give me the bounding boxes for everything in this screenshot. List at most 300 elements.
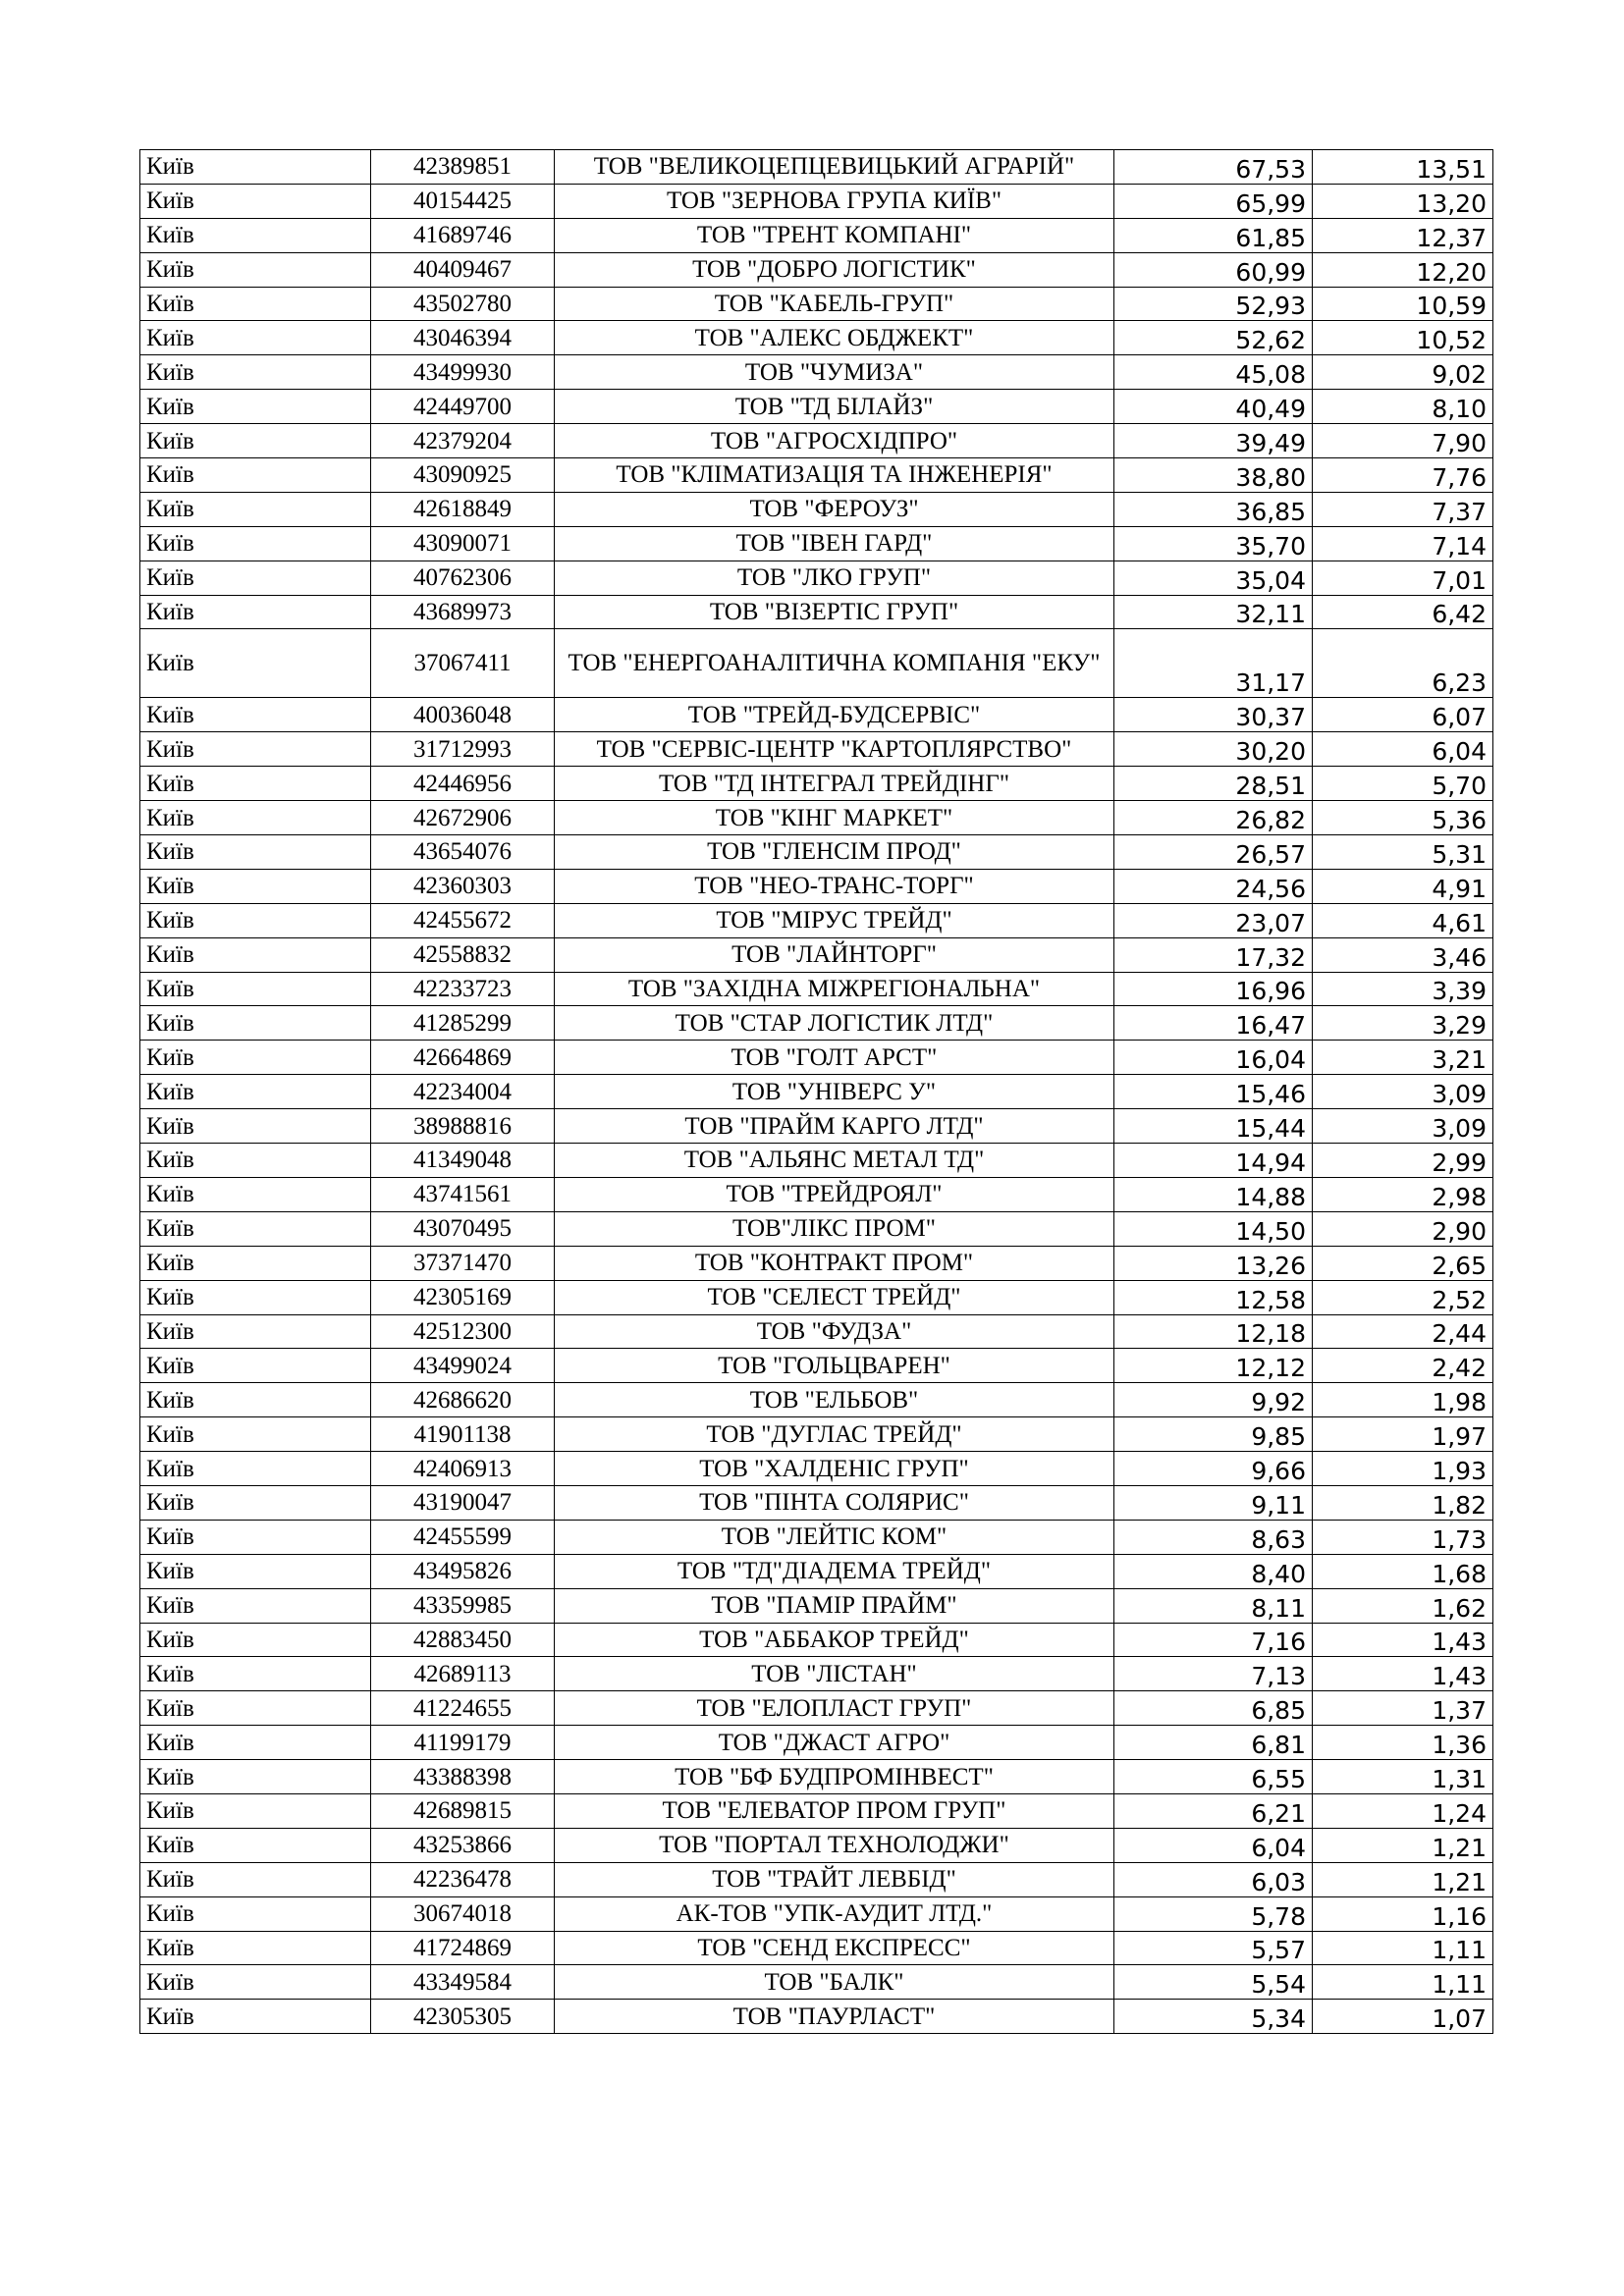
company-name-cell: ТОВ "ГОЛЬЦВАРЕН" (555, 1349, 1114, 1383)
amount-cell: 5,34 (1114, 2000, 1313, 2034)
company-code-cell: 41724869 (371, 1931, 555, 1965)
company-code-cell: 42455599 (371, 1520, 555, 1554)
amount-cell: 9,85 (1114, 1417, 1313, 1452)
company-name-cell: ТОВ "УНІВЕРС У" (555, 1075, 1114, 1109)
company-code-cell: 30674018 (371, 1896, 555, 1931)
share-cell: 1,97 (1313, 1417, 1493, 1452)
company-name-cell: ТОВ "ЕЛОПЛАСТ ГРУП" (555, 1691, 1114, 1726)
city-cell: Київ (140, 1931, 371, 1965)
company-name-cell: ТОВ "ТРЕЙДРОЯЛ" (555, 1177, 1114, 1211)
city-cell: Київ (140, 1862, 371, 1896)
city-cell: Київ (140, 1452, 371, 1486)
company-name-cell: ТОВ "ЕЛЕВАТОР ПРОМ ГРУП" (555, 1793, 1114, 1828)
city-cell: Київ (140, 732, 371, 767)
city-cell: Київ (140, 355, 371, 390)
table-row (140, 869, 1493, 903)
city-cell: Київ (140, 903, 371, 937)
table-row (140, 1485, 1493, 1520)
city-cell: Київ (140, 1554, 371, 1588)
table-row (140, 287, 1493, 321)
company-code-cell: 43502780 (371, 287, 555, 321)
amount-cell: 8,40 (1114, 1554, 1313, 1588)
company-name-cell: ТОВ "АЛЬЯНС МЕТАЛ ТД" (555, 1144, 1114, 1178)
company-code-cell: 31712993 (371, 732, 555, 767)
company-name-cell: АК-ТОВ "УПК-АУДИТ ЛТД." (555, 1896, 1114, 1931)
company-code-cell: 43388398 (371, 1760, 555, 1794)
company-name-cell: ТОВ "ДОБРО ЛОГІСТИК" (555, 252, 1114, 287)
company-name-cell: ТОВ "КАБЕЛЬ-ГРУП" (555, 287, 1114, 321)
company-name-cell: ТОВ "СТАР ЛОГІСТИК ЛТД" (555, 1006, 1114, 1041)
city-cell: Київ (140, 526, 371, 561)
city-cell: Київ (140, 321, 371, 355)
share-cell: 5,31 (1313, 835, 1493, 870)
table-row (140, 2000, 1493, 2034)
table-row (140, 595, 1493, 629)
share-cell: 7,14 (1313, 526, 1493, 561)
share-cell: 1,24 (1313, 1793, 1493, 1828)
company-code-cell: 42689113 (371, 1657, 555, 1691)
company-code-cell: 41689746 (371, 218, 555, 252)
amount-cell: 9,11 (1114, 1485, 1313, 1520)
company-code-cell: 43253866 (371, 1828, 555, 1862)
company-code-cell: 42236478 (371, 1862, 555, 1896)
table-row (140, 252, 1493, 287)
company-code-cell: 42234004 (371, 1075, 555, 1109)
table-row (140, 1896, 1493, 1931)
city-cell: Київ (140, 2000, 371, 2034)
company-name-cell: ТОВ "ТД БІЛАЙЗ" (555, 390, 1114, 424)
company-name-cell: ТОВ "СЕРВІС-ЦЕНТР "КАРТОПЛЯРСТВО" (555, 732, 1114, 767)
amount-cell: 15,44 (1114, 1109, 1313, 1144)
amount-cell: 8,63 (1114, 1520, 1313, 1554)
table-row (140, 1691, 1493, 1726)
amount-cell: 9,66 (1114, 1452, 1313, 1486)
company-code-cell: 41285299 (371, 1006, 555, 1041)
company-name-cell: ТОВ "ТРЕЙД-БУДСЕРВІС" (555, 698, 1114, 732)
amount-cell: 7,16 (1114, 1623, 1313, 1657)
table-row (140, 424, 1493, 458)
city-cell: Київ (140, 767, 371, 801)
city-cell: Київ (140, 218, 371, 252)
share-cell: 6,07 (1313, 698, 1493, 732)
table-row (140, 1623, 1493, 1657)
company-code-cell: 41901138 (371, 1417, 555, 1452)
company-name-cell: ТОВ "КІНГ МАРКЕТ" (555, 801, 1114, 835)
city-cell: Київ (140, 1657, 371, 1691)
table-row (140, 1383, 1493, 1417)
city-cell: Київ (140, 1041, 371, 1075)
city-cell: Київ (140, 252, 371, 287)
share-cell: 6,42 (1313, 595, 1493, 629)
company-code-cell: 43499930 (371, 355, 555, 390)
city-cell: Київ (140, 835, 371, 870)
table-row (140, 390, 1493, 424)
company-code-cell: 37371470 (371, 1246, 555, 1280)
city-cell: Київ (140, 1314, 371, 1349)
share-cell: 1,82 (1313, 1485, 1493, 1520)
company-code-cell: 43495826 (371, 1554, 555, 1588)
company-name-cell: ТОВ "ФУДЗА" (555, 1314, 1114, 1349)
share-cell: 13,20 (1313, 184, 1493, 218)
share-cell: 12,37 (1313, 218, 1493, 252)
city-cell: Київ (140, 1006, 371, 1041)
company-code-cell: 43046394 (371, 321, 555, 355)
amount-cell: 26,57 (1114, 835, 1313, 870)
company-name-cell: ТОВ "АГРОСХІДПРО" (555, 424, 1114, 458)
company-code-cell: 42455672 (371, 903, 555, 937)
company-code-cell: 40154425 (371, 184, 555, 218)
company-code-cell: 42446956 (371, 767, 555, 801)
city-cell: Київ (140, 1520, 371, 1554)
amount-cell: 16,47 (1114, 1006, 1313, 1041)
table-row (140, 1075, 1493, 1109)
city-cell: Київ (140, 937, 371, 972)
company-name-cell: ТОВ "ЕНЕРГОАНАЛІТИЧНА КОМПАНІЯ "ЕКУ" (555, 629, 1114, 698)
city-cell: Київ (140, 1760, 371, 1794)
share-cell: 1,68 (1313, 1554, 1493, 1588)
amount-cell: 26,82 (1114, 801, 1313, 835)
company-name-cell: ТОВ "ЛКО ГРУП" (555, 561, 1114, 595)
share-cell: 3,09 (1313, 1075, 1493, 1109)
amount-cell: 30,20 (1114, 732, 1313, 767)
company-code-cell: 43070495 (371, 1211, 555, 1246)
amount-cell: 35,70 (1114, 526, 1313, 561)
city-cell: Київ (140, 1280, 371, 1314)
company-name-cell: ТОВ "ПРАЙМ КАРГО ЛТД" (555, 1109, 1114, 1144)
table-row (140, 835, 1493, 870)
company-name-cell: ТОВ "ГОЛТ АРСТ" (555, 1041, 1114, 1075)
city-cell: Київ (140, 184, 371, 218)
share-cell: 2,98 (1313, 1177, 1493, 1211)
table-row (140, 150, 1493, 185)
company-name-cell: ТОВ "ВЕЛИКОЦЕПЦЕВИЦЬКИЙ АГРАРІЙ" (555, 150, 1114, 185)
amount-cell: 5,78 (1114, 1896, 1313, 1931)
amount-cell: 6,04 (1114, 1828, 1313, 1862)
table-row (140, 1965, 1493, 2000)
company-name-cell: ТОВ "ЗАХІДНА МІЖРЕГІОНАЛЬНА" (555, 972, 1114, 1006)
city-cell: Київ (140, 1177, 371, 1211)
table-row (140, 1109, 1493, 1144)
city-cell: Київ (140, 424, 371, 458)
table-row (140, 1862, 1493, 1896)
table-row (140, 698, 1493, 732)
city-cell: Київ (140, 390, 371, 424)
city-cell: Київ (140, 1075, 371, 1109)
table-row (140, 1211, 1493, 1246)
company-code-cell: 41349048 (371, 1144, 555, 1178)
company-name-cell: ТОВ "ТД ІНТЕГРАЛ ТРЕЙДІНГ" (555, 767, 1114, 801)
amount-cell: 7,13 (1114, 1657, 1313, 1691)
company-name-cell: ТОВ "ЧУМИЗА" (555, 355, 1114, 390)
company-code-cell: 42305305 (371, 2000, 555, 2034)
share-cell: 4,61 (1313, 903, 1493, 937)
amount-cell: 6,81 (1114, 1726, 1313, 1760)
companies-table (139, 149, 1493, 2034)
table-row (140, 492, 1493, 526)
share-cell: 3,46 (1313, 937, 1493, 972)
company-code-cell: 43689973 (371, 595, 555, 629)
table-row (140, 218, 1493, 252)
amount-cell: 36,85 (1114, 492, 1313, 526)
city-cell: Київ (140, 698, 371, 732)
company-name-cell: ТОВ "ПАМІР ПРАЙМ" (555, 1588, 1114, 1623)
share-cell: 5,36 (1313, 801, 1493, 835)
table-row (140, 184, 1493, 218)
company-name-cell: ТОВ "ДЖАСТ АГРО" (555, 1726, 1114, 1760)
amount-cell: 12,18 (1114, 1314, 1313, 1349)
company-name-cell: ТОВ "МІРУС ТРЕЙД" (555, 903, 1114, 937)
table-row (140, 937, 1493, 972)
table-row (140, 526, 1493, 561)
amount-cell: 28,51 (1114, 767, 1313, 801)
company-name-cell: ТОВ "ЛАЙНТОРГ" (555, 937, 1114, 972)
share-cell: 2,90 (1313, 1211, 1493, 1246)
share-cell: 13,51 (1313, 150, 1493, 185)
amount-cell: 35,04 (1114, 561, 1313, 595)
table-row (140, 561, 1493, 595)
company-name-cell: ТОВ "БФ БУДПРОМІНВЕСТ" (555, 1760, 1114, 1794)
table-row (140, 1144, 1493, 1178)
company-code-cell: 42449700 (371, 390, 555, 424)
share-cell: 3,39 (1313, 972, 1493, 1006)
amount-cell: 6,85 (1114, 1691, 1313, 1726)
company-name-cell: ТОВ "ВІЗЕРТІС ГРУП" (555, 595, 1114, 629)
city-cell: Київ (140, 1109, 371, 1144)
company-name-cell: ТОВ "НЕО-ТРАНС-ТОРГ" (555, 869, 1114, 903)
amount-cell: 61,85 (1114, 218, 1313, 252)
city-cell: Київ (140, 972, 371, 1006)
share-cell: 1,36 (1313, 1726, 1493, 1760)
city-cell: Київ (140, 1793, 371, 1828)
amount-cell: 14,94 (1114, 1144, 1313, 1178)
amount-cell: 9,92 (1114, 1383, 1313, 1417)
company-code-cell: 42360303 (371, 869, 555, 903)
amount-cell: 8,11 (1114, 1588, 1313, 1623)
share-cell: 3,21 (1313, 1041, 1493, 1075)
company-name-cell: ТОВ "ПАУРЛАСТ" (555, 2000, 1114, 2034)
company-code-cell: 38988816 (371, 1109, 555, 1144)
city-cell: Київ (140, 1211, 371, 1246)
company-code-cell: 42618849 (371, 492, 555, 526)
share-cell: 1,11 (1313, 1931, 1493, 1965)
table-row (140, 1554, 1493, 1588)
company-code-cell: 41199179 (371, 1726, 555, 1760)
share-cell: 1,43 (1313, 1623, 1493, 1657)
table-row (140, 972, 1493, 1006)
company-code-cell: 43190047 (371, 1485, 555, 1520)
amount-cell: 5,54 (1114, 1965, 1313, 2000)
table-body (140, 150, 1493, 2034)
company-code-cell: 43349584 (371, 1965, 555, 2000)
share-cell: 7,37 (1313, 492, 1493, 526)
amount-cell: 12,12 (1114, 1349, 1313, 1383)
amount-cell: 15,46 (1114, 1075, 1313, 1109)
city-cell: Київ (140, 287, 371, 321)
share-cell: 1,07 (1313, 2000, 1493, 2034)
company-name-cell: ТОВ "ГЛЕНСІМ ПРОД" (555, 835, 1114, 870)
table-row (140, 1246, 1493, 1280)
amount-cell: 6,03 (1114, 1862, 1313, 1896)
company-name-cell: ТОВ "ФЕРОУЗ" (555, 492, 1114, 526)
table-row (140, 732, 1493, 767)
company-name-cell: ТОВ "ЗЕРНОВА ГРУПА КИЇВ" (555, 184, 1114, 218)
company-name-cell: ТОВ "ХАЛДЕНІС ГРУП" (555, 1452, 1114, 1486)
table-row (140, 1520, 1493, 1554)
company-name-cell: ТОВ "ТРЕНТ КОМПАНІ" (555, 218, 1114, 252)
share-cell: 1,93 (1313, 1452, 1493, 1486)
amount-cell: 31,17 (1114, 629, 1313, 698)
company-code-cell: 42379204 (371, 424, 555, 458)
share-cell: 4,91 (1313, 869, 1493, 903)
table-row (140, 1417, 1493, 1452)
table-row (140, 767, 1493, 801)
share-cell: 1,11 (1313, 1965, 1493, 2000)
company-code-cell: 43741561 (371, 1177, 555, 1211)
city-cell: Київ (140, 1623, 371, 1657)
company-name-cell: ТОВ "АББАКОР ТРЕЙД" (555, 1623, 1114, 1657)
amount-cell: 14,88 (1114, 1177, 1313, 1211)
city-cell: Київ (140, 595, 371, 629)
company-name-cell: ТОВ "АЛЕКС ОБДЖЕКТ" (555, 321, 1114, 355)
share-cell: 10,52 (1313, 321, 1493, 355)
table-row (140, 1177, 1493, 1211)
table-row (140, 1006, 1493, 1041)
table-row (140, 1041, 1493, 1075)
share-cell: 1,98 (1313, 1383, 1493, 1417)
amount-cell: 65,99 (1114, 184, 1313, 218)
amount-cell: 38,80 (1114, 458, 1313, 493)
company-name-cell: ТОВ "КЛІМАТИЗАЦІЯ ТА ІНЖЕНЕРІЯ" (555, 458, 1114, 493)
city-cell: Київ (140, 150, 371, 185)
company-name-cell: ТОВ "ЕЛЬБОВ" (555, 1383, 1114, 1417)
share-cell: 1,62 (1313, 1588, 1493, 1623)
company-name-cell: ТОВ "ЛЕЙТІС КОМ" (555, 1520, 1114, 1554)
share-cell: 2,44 (1313, 1314, 1493, 1349)
company-code-cell: 42686620 (371, 1383, 555, 1417)
amount-cell: 13,26 (1114, 1246, 1313, 1280)
share-cell: 2,52 (1313, 1280, 1493, 1314)
company-code-cell: 42664869 (371, 1041, 555, 1075)
table-row (140, 1793, 1493, 1828)
amount-cell: 45,08 (1114, 355, 1313, 390)
company-name-cell: ТОВ"ЛІКС ПРОМ" (555, 1211, 1114, 1246)
company-code-cell: 43499024 (371, 1349, 555, 1383)
city-cell: Київ (140, 1726, 371, 1760)
amount-cell: 40,49 (1114, 390, 1313, 424)
table-row (140, 1314, 1493, 1349)
amount-cell: 30,37 (1114, 698, 1313, 732)
city-cell: Київ (140, 458, 371, 493)
amount-cell: 17,32 (1114, 937, 1313, 972)
share-cell: 5,70 (1313, 767, 1493, 801)
share-cell: 2,65 (1313, 1246, 1493, 1280)
amount-cell: 60,99 (1114, 252, 1313, 287)
company-code-cell: 43359985 (371, 1588, 555, 1623)
company-name-cell: ТОВ "ІВЕН ГАРД" (555, 526, 1114, 561)
company-name-cell: ТОВ "ДУГЛАС ТРЕЙД" (555, 1417, 1114, 1452)
share-cell: 7,01 (1313, 561, 1493, 595)
share-cell: 3,29 (1313, 1006, 1493, 1041)
table-row (140, 1828, 1493, 1862)
company-code-cell: 43090925 (371, 458, 555, 493)
company-name-cell: ТОВ "СЕНД ЕКСПРЕСС" (555, 1931, 1114, 1965)
share-cell: 1,21 (1313, 1862, 1493, 1896)
amount-cell: 52,93 (1114, 287, 1313, 321)
company-name-cell: ТОВ "ПОРТАЛ ТЕХНОЛОДЖИ" (555, 1828, 1114, 1862)
table-row (140, 1657, 1493, 1691)
share-cell: 1,43 (1313, 1657, 1493, 1691)
city-cell: Київ (140, 561, 371, 595)
share-cell: 3,09 (1313, 1109, 1493, 1144)
company-name-cell: ТОВ "СЕЛЕСТ ТРЕЙД" (555, 1280, 1114, 1314)
city-cell: Київ (140, 1417, 371, 1452)
table-row (140, 1931, 1493, 1965)
city-cell: Київ (140, 869, 371, 903)
company-code-cell: 42389851 (371, 150, 555, 185)
company-code-cell: 40409467 (371, 252, 555, 287)
city-cell: Київ (140, 1828, 371, 1862)
city-cell: Київ (140, 1383, 371, 1417)
table-row (140, 629, 1493, 698)
table-row (140, 1280, 1493, 1314)
company-code-cell: 42233723 (371, 972, 555, 1006)
company-code-cell: 37067411 (371, 629, 555, 698)
city-cell: Київ (140, 1965, 371, 2000)
company-name-cell: ТОВ "ПІНТА СОЛЯРИС" (555, 1485, 1114, 1520)
amount-cell: 24,56 (1114, 869, 1313, 903)
company-code-cell: 42406913 (371, 1452, 555, 1486)
share-cell: 6,04 (1313, 732, 1493, 767)
share-cell: 1,31 (1313, 1760, 1493, 1794)
company-name-cell: ТОВ "КОНТРАКТ ПРОМ" (555, 1246, 1114, 1280)
table-row (140, 1452, 1493, 1486)
company-name-cell: ТОВ "ЛІСТАН" (555, 1657, 1114, 1691)
table-row (140, 801, 1493, 835)
table-row (140, 321, 1493, 355)
share-cell: 10,59 (1313, 287, 1493, 321)
amount-cell: 5,57 (1114, 1931, 1313, 1965)
city-cell: Київ (140, 492, 371, 526)
table-row (140, 903, 1493, 937)
table-row (140, 1349, 1493, 1383)
company-code-cell: 42672906 (371, 801, 555, 835)
city-cell: Київ (140, 801, 371, 835)
amount-cell: 16,96 (1114, 972, 1313, 1006)
company-name-cell: ТОВ "БАЛК" (555, 1965, 1114, 2000)
share-cell: 1,73 (1313, 1520, 1493, 1554)
amount-cell: 16,04 (1114, 1041, 1313, 1075)
city-cell: Київ (140, 1588, 371, 1623)
share-cell: 2,99 (1313, 1144, 1493, 1178)
company-code-cell: 40036048 (371, 698, 555, 732)
table-row (140, 458, 1493, 493)
company-code-cell: 42305169 (371, 1280, 555, 1314)
company-name-cell: ТОВ "ТРАЙТ ЛЕВБІД" (555, 1862, 1114, 1896)
city-cell: Київ (140, 1144, 371, 1178)
amount-cell: 67,53 (1114, 150, 1313, 185)
share-cell: 1,21 (1313, 1828, 1493, 1862)
amount-cell: 52,62 (1114, 321, 1313, 355)
company-code-cell: 40762306 (371, 561, 555, 595)
company-code-cell: 41224655 (371, 1691, 555, 1726)
city-cell: Київ (140, 1485, 371, 1520)
share-cell: 1,16 (1313, 1896, 1493, 1931)
share-cell: 1,37 (1313, 1691, 1493, 1726)
company-code-cell: 42512300 (371, 1314, 555, 1349)
share-cell: 8,10 (1313, 390, 1493, 424)
table-row (140, 355, 1493, 390)
amount-cell: 6,21 (1114, 1793, 1313, 1828)
